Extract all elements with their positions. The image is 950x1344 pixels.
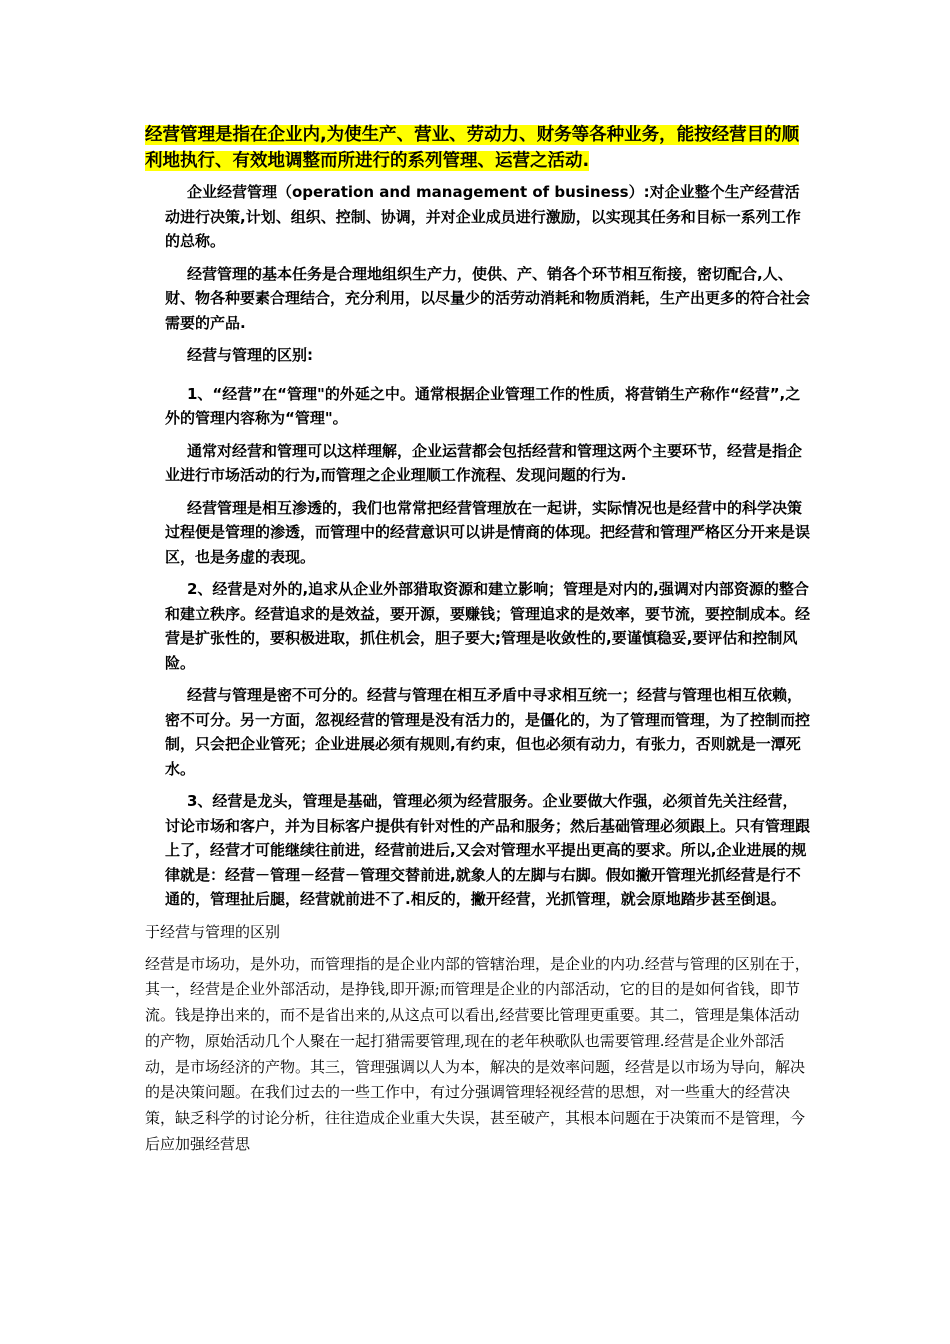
paragraph-point-1: 1、“经营”在“管理"的外延之中。通常根据企业管理工作的性质，将营销生产称作“经营”,之外的管理内容称为“管理"。: [165, 384, 801, 427]
paragraph-interpenetration: 经营管理是相互渗透的，我们也常常把经营管理放在一起讲，实际情况也是经营中的科学决策过程便是管理的渗透，而管理中的经营意识可以讲是情商的体现。把经营和管理严格区分开来是误区，也是务虚的表现。: [165, 498, 811, 566]
section-body: 经营是市场功，是外功，而管理指的是企业内部的管辖治理，是企业的内功.经营与管理的区别在于，其一，经营是企业外部活动，是挣钱,即开源;而管理是企业的内部活动，它的目的是如何省钱，即节流。钱是挣出来的，而不是省出来的,从这点可以看出,经营要比管理更重要。其二，管理是集体活动的产物，原始活动几个人聚在一起打猎需要管理,现在的老年秧歌队也需要管理.经营是企业外部活动，是市场经济的产物。其三，管理强调以人为本，解决的是效率问题，经营是以市场为导向，解决的是决策问题。在我们过去的一些工作中，有过分强调管理轻视经营的思想，对一些重大的经营决策，缺乏科学的讨论分析，往往造成企业重大失误，甚至破产，其根本问题在于决策而不是管理，今后应加强经营思: [145, 954, 810, 1154]
paragraph-point-3: 3、经营是龙头，管理是基础，管理必须为经营服务。企业要做大作强，必须首先关注经营，讨论市场和客户，并为目标客户提供有针对性的产品和服务；然后基础管理必须跟上。只有管理跟上了，经营才可能继续往前进，经营前进后,又会对管理水平提出更高的要求。所以,企业进展的规律就是：经营－管理－经营－管理交替前进,就象人的左脚与右脚。假如撇开管理光抓经营是行不通的，管理扯后腿，经营就前进不了.相反的，撇开经营，光抓管理，就会原地踏步甚至倒退。: [165, 792, 811, 908]
title-text: 经营管理是指在企业内,为使生产、营业、劳动力、财务等各种业务，能按经营目的顺利地执行、有效地调整而所进行的系列管理、运营之活动.: [145, 125, 800, 171]
paragraph-understanding: 通常对经营和管理可以这样理解，企业运营都会包括经营和管理这两个主要环节，经营是指企业进行市场活动的行为,而管理之企业理顺工作流程、发现问题的行为.: [165, 441, 803, 484]
paragraph-definition: 企业经营管理（operation and management of business）:对企业整个生产经营活动进行决策,计划、组织、控制、协调，并对企业成员进行激励，以实现其任务和目标一系列工作的总称。: [165, 183, 801, 250]
section-heading: 于经营与管理的区别: [145, 922, 281, 941]
paragraph-inseparable: 经营与管理是密不可分的。经营与管理在相互矛盾中寻求相互统一；经营与管理也相互依赖，密不可分。另一方面，忽视经营的管理是没有活力的，是僵化的，为了管理而管理，为了控制而控制，只会把企业管死；企业进展必须有规则,有约束，但也必须有动力，有张力，否则就是一潭死水。: [165, 686, 811, 778]
paragraph-difference-heading: 经营与管理的区别:: [187, 346, 313, 364]
paragraph-point-2: 2、经营是对外的,追求从企业外部猎取资源和建立影响；管理是对内的,强调对内部资源的整合和建立秩序。经营追求的是效益，要开源，要赚钱；管理追求的是效率，要节流，要控制成本。经营是扩张性的，要积极进取，抓住机会，胆子要大;管理是收敛性的,要谨慎稳妥,要评估和控制风险。: [165, 580, 811, 672]
paragraph-basic-task: 经营管理的基本任务是合理地组织生产力，使供、产、销各个环节相互衔接，密切配合,人、财、物各种要素合理结合，充分利用，以尽量少的活劳动消耗和物质消耗，生产出更多的符合社会需要的产品.: [165, 264, 811, 332]
document-body: [145, 122, 810, 1158]
highlighted-title: [145, 122, 810, 174]
